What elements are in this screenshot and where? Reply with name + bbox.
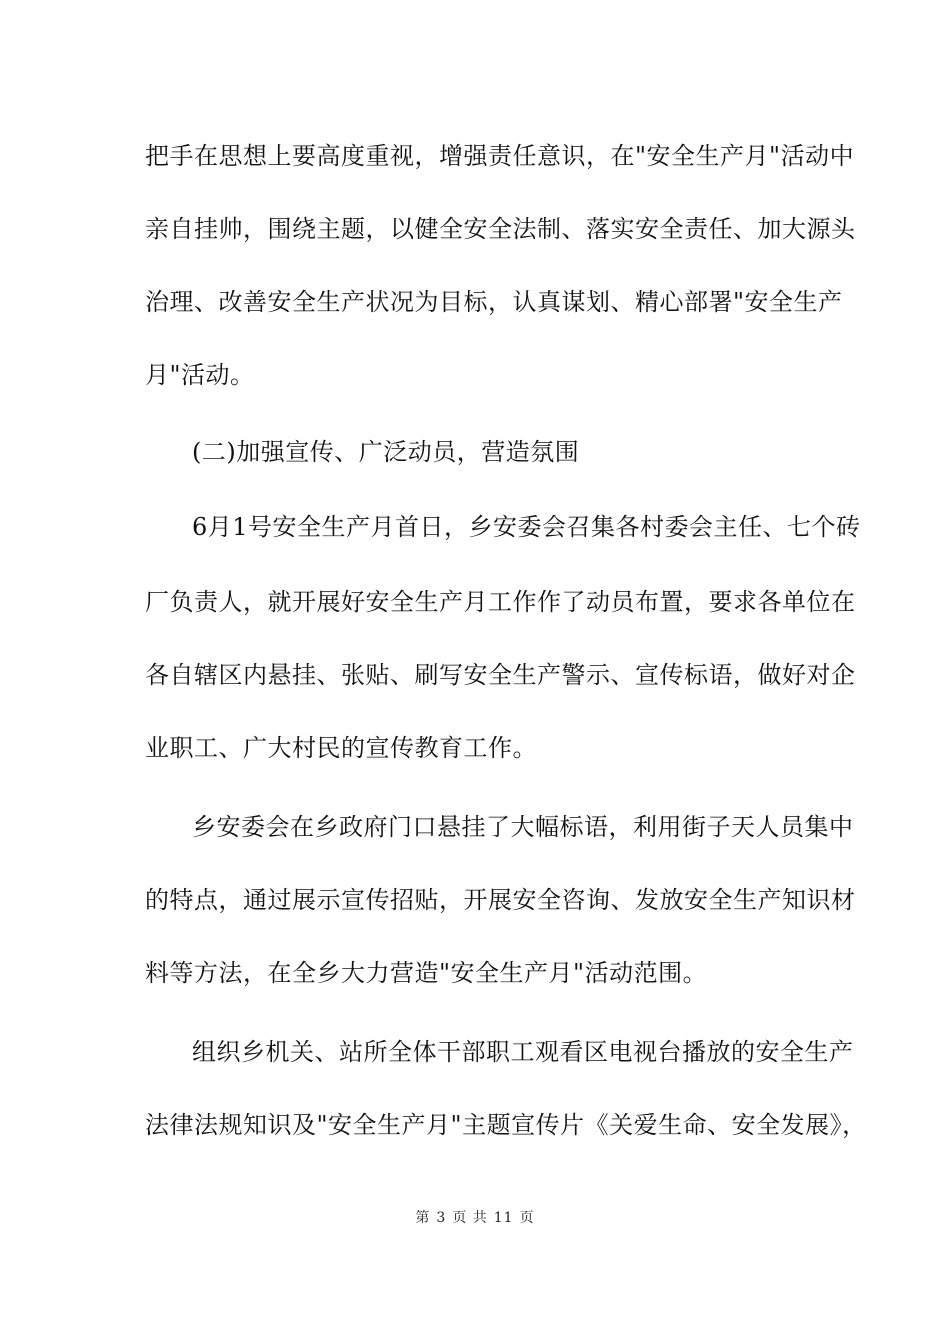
total-page-count: 11 — [493, 1210, 514, 1226]
text-line: 6月1号安全生产月首日，乡安委会召集各村委会主任、七个砖 — [192, 513, 861, 541]
footer-prefix: 第 — [415, 1210, 431, 1226]
text-line: 治理、改善安全生产状况为目标，认真谋划、精心部署"安全生产 — [145, 288, 843, 316]
page-footer — [0, 1209, 950, 1227]
text-line: 的特点，通过展示宣传招贴，开展安全咨询、发放安全生产知识材 — [145, 886, 856, 914]
text-line: 乡安委会在乡政府门口悬挂了大幅标语，利用街子天人员集中 — [192, 813, 854, 841]
current-page-number: 3 — [436, 1210, 447, 1226]
text-line: 厂负责人，就开展好安全生产月工作作了动员布置，要求各单位在 — [145, 588, 856, 616]
footer-middle: 页 共 — [452, 1210, 488, 1226]
text-line: 月"活动。 — [145, 361, 255, 389]
text-line: 把手在思想上要高度重视，增强责任意识，在"安全生产月"活动中 — [145, 142, 855, 170]
text-line: 组织乡机关、站所全体干部职工观看区电视台播放的安全生产 — [192, 1038, 854, 1066]
text-line: 业职工、广大村民的宣传教育工作。 — [145, 734, 537, 762]
text-line: 法律法规知识及"安全生产月"主题宣传片《关爱生命、安全发展》， — [145, 1111, 867, 1139]
text-line: 料等方法，在全乡大力营造"安全生产月"活动范围。 — [145, 959, 708, 987]
text-line: 各自辖区内悬挂、张贴、刷写安全生产警示、宣传标语，做好对企 — [145, 661, 856, 689]
section-heading: (二)加强宣传、广泛动员，营造氛围 — [192, 438, 580, 466]
text-line: 亲自挂帅，围绕主题，以健全安全法制、落实安全责任、加大源头 — [145, 215, 856, 243]
footer-suffix: 页 — [519, 1210, 535, 1226]
